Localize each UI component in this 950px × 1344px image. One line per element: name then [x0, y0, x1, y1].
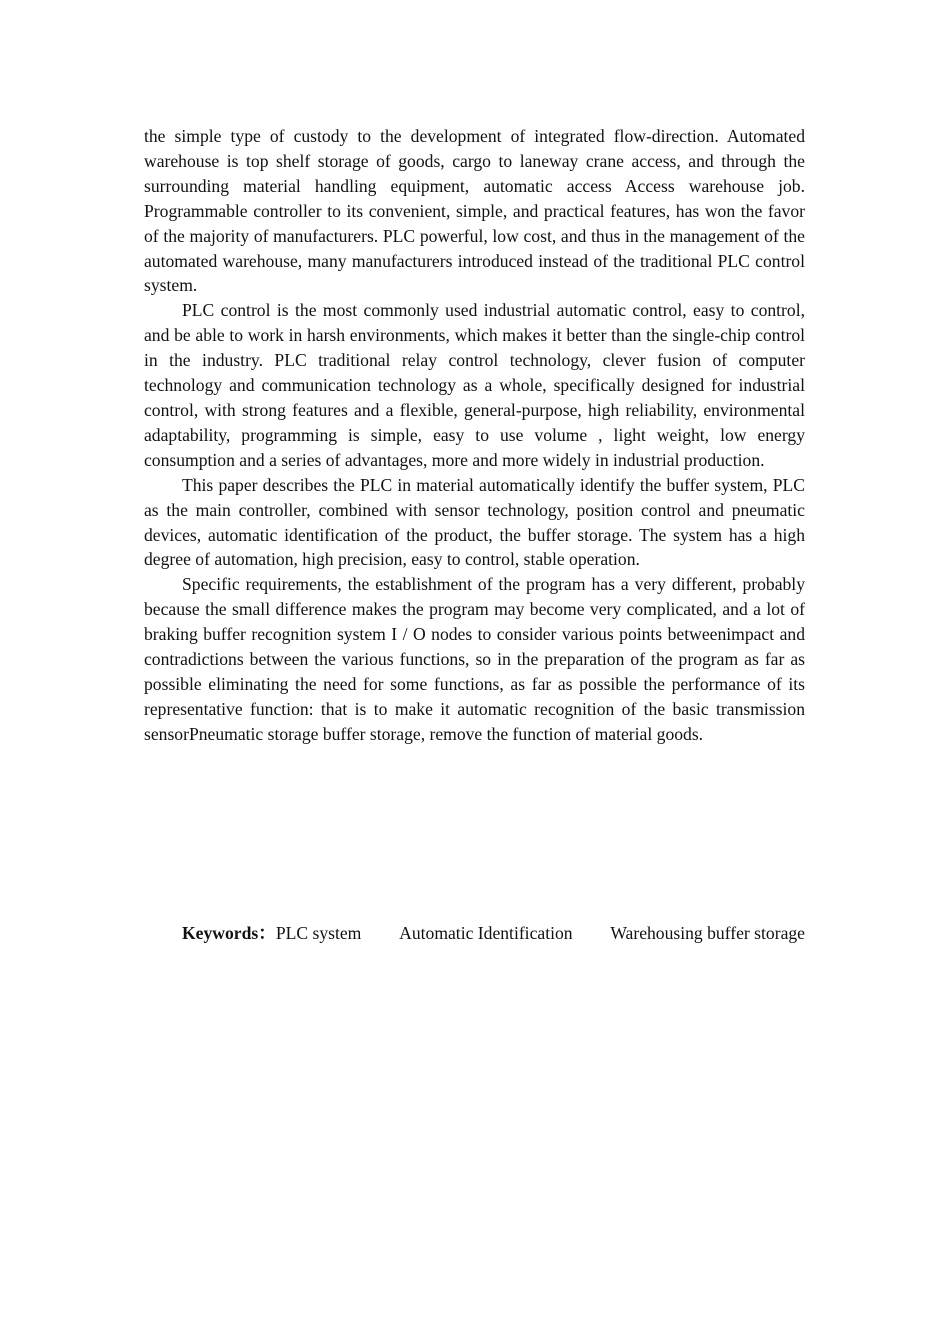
document-body	[144, 124, 805, 747]
keywords-lead	[182, 921, 361, 946]
paragraph-paper-description: This paper describes the PLC in material automatically identify the buffer system, PLC as the main controller, combined with sensor technology, position control and pneumatic devices, automatic identification of the product, the buffer storage. The system has a high degree of automation, high precision, easy to control, stable operation.	[144, 474, 805, 570]
keyword-item: PLC system	[275, 923, 362, 943]
paragraph-intro-continued: the simple type of custody to the development of integrated flow-direction. Automated warehouse is top shelf storage of goods, cargo to laneway crane access, and through the surrounding material handling equipment, automatic access Access warehouse job. Programmable controller to its convenient, simple, and practical features, has won the favor of the majority of manufacturers. PLC powerful, low cost, and thus in the management of the automated warehouse, many manufacturers introduced instead of the traditional PLC control system.	[144, 126, 805, 296]
keyword-item: Warehousing buffer storage	[610, 923, 805, 943]
paragraph-specific-requirements: Specific requirements, the establishment of the program has a very different, probably because the small difference makes the program may become very complicated, and a lot of braking buffer recognition system I / O nodes to consider various points betweenimpact and contradictions between the various functions, so in the preparation of the program as far as possible eliminating the need for some functions, as far as possible the performance of its representative function: that is to make it automatic recognition of the basic transmission sensorPneumatic storage buffer storage, remove the function of material goods.	[144, 574, 805, 744]
paragraph-plc-control: PLC control is the most commonly used industrial automatic control, easy to control, and be able to work in harsh environments, which makes it better than the single-chip control in the industry. PLC traditional relay control technology, clever fusion of computer technology and communication technology as a whole, specifically designed for industrial control, with strong features and a flexible, general-purpose, high reliability, environmental adaptability, programming is simple, easy to use volume , light weight, low energy consumption and a series of advantages, more and more widely in industrial production.	[144, 300, 805, 470]
keywords-line	[182, 921, 805, 946]
keywords-label: Keywords：	[182, 923, 276, 943]
keyword-item: Automatic Identification	[399, 923, 573, 943]
